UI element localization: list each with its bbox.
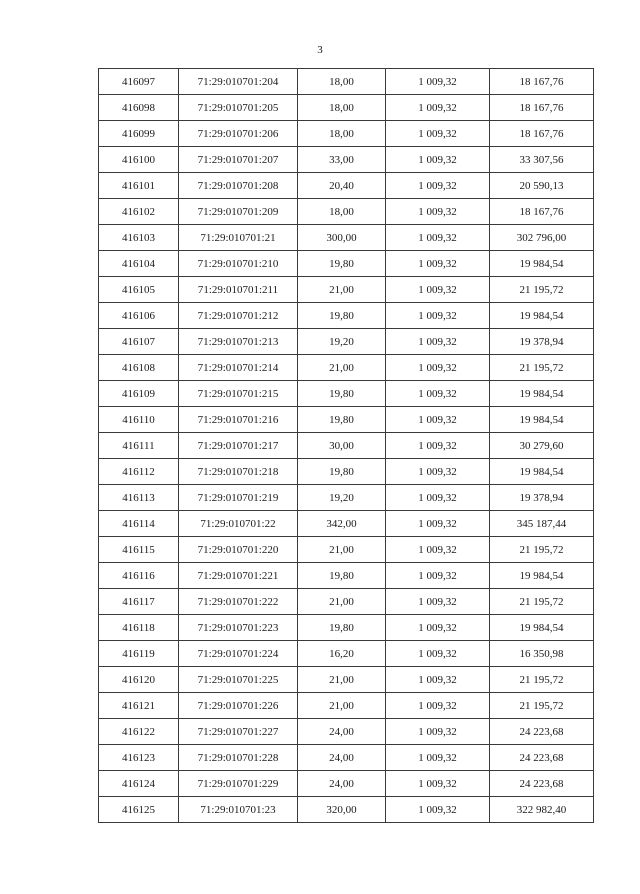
table-row (99, 69, 594, 95)
table-row (99, 355, 594, 381)
cadastral-number-cell: 71:29:010701:220 (179, 537, 298, 563)
total-value-cell: 19 984,54 (490, 251, 594, 277)
cadastral-number-cell: 71:29:010701:213 (179, 329, 298, 355)
rate-cell: 1 009,32 (386, 563, 490, 589)
area-cell: 20,40 (298, 173, 386, 199)
cadastral-number-cell: 71:29:010701:216 (179, 407, 298, 433)
record-id-cell: 416103 (99, 225, 179, 251)
rate-cell: 1 009,32 (386, 355, 490, 381)
record-id-cell: 416123 (99, 745, 179, 771)
record-id-cell: 416105 (99, 277, 179, 303)
record-id-cell: 416109 (99, 381, 179, 407)
area-cell: 24,00 (298, 745, 386, 771)
total-value-cell: 21 195,72 (490, 589, 594, 615)
cadastral-number-cell: 71:29:010701:223 (179, 615, 298, 641)
area-cell: 24,00 (298, 719, 386, 745)
table-row (99, 511, 594, 537)
rate-cell: 1 009,32 (386, 641, 490, 667)
area-cell: 21,00 (298, 537, 386, 563)
rate-cell: 1 009,32 (386, 693, 490, 719)
record-id-cell: 416099 (99, 121, 179, 147)
total-value-cell: 19 378,94 (490, 329, 594, 355)
total-value-cell: 21 195,72 (490, 693, 594, 719)
cadastral-number-cell: 71:29:010701:21 (179, 225, 298, 251)
rate-cell: 1 009,32 (386, 797, 490, 823)
rate-cell: 1 009,32 (386, 147, 490, 173)
cadastral-number-cell: 71:29:010701:226 (179, 693, 298, 719)
cadastral-number-cell: 71:29:010701:210 (179, 251, 298, 277)
record-id-cell: 416117 (99, 589, 179, 615)
cadastral-number-cell: 71:29:010701:229 (179, 771, 298, 797)
total-value-cell: 19 984,54 (490, 381, 594, 407)
cadastral-number-cell: 71:29:010701:204 (179, 69, 298, 95)
cadastral-number-cell: 71:29:010701:209 (179, 199, 298, 225)
table-row (99, 225, 594, 251)
cadastral-number-cell: 71:29:010701:225 (179, 667, 298, 693)
record-id-cell: 416115 (99, 537, 179, 563)
rate-cell: 1 009,32 (386, 225, 490, 251)
total-value-cell: 18 167,76 (490, 199, 594, 225)
cadastral-number-cell: 71:29:010701:214 (179, 355, 298, 381)
rate-cell: 1 009,32 (386, 589, 490, 615)
rate-cell: 1 009,32 (386, 485, 490, 511)
total-value-cell: 33 307,56 (490, 147, 594, 173)
cadastral-number-cell: 71:29:010701:228 (179, 745, 298, 771)
rate-cell: 1 009,32 (386, 719, 490, 745)
area-cell: 21,00 (298, 693, 386, 719)
cadastral-number-cell: 71:29:010701:22 (179, 511, 298, 537)
total-value-cell: 21 195,72 (490, 355, 594, 381)
record-id-cell: 416102 (99, 199, 179, 225)
cadastral-number-cell: 71:29:010701:227 (179, 719, 298, 745)
page-number: 3 (317, 44, 323, 56)
total-value-cell: 345 187,44 (490, 511, 594, 537)
area-cell: 19,80 (298, 303, 386, 329)
table-row (99, 147, 594, 173)
area-cell: 18,00 (298, 199, 386, 225)
record-id-cell: 416110 (99, 407, 179, 433)
total-value-cell: 302 796,00 (490, 225, 594, 251)
area-cell: 18,00 (298, 121, 386, 147)
table-row (99, 589, 594, 615)
table-row (99, 641, 594, 667)
table-row (99, 407, 594, 433)
table-row (99, 277, 594, 303)
rate-cell: 1 009,32 (386, 95, 490, 121)
total-value-cell: 19 984,54 (490, 459, 594, 485)
total-value-cell: 19 378,94 (490, 485, 594, 511)
area-cell: 21,00 (298, 355, 386, 381)
cadastral-number-cell: 71:29:010701:23 (179, 797, 298, 823)
table-row (99, 329, 594, 355)
cadastral-number-cell: 71:29:010701:215 (179, 381, 298, 407)
record-id-cell: 416111 (99, 433, 179, 459)
rate-cell: 1 009,32 (386, 251, 490, 277)
registry-table-body (99, 69, 594, 823)
total-value-cell: 19 984,54 (490, 303, 594, 329)
rate-cell: 1 009,32 (386, 537, 490, 563)
record-id-cell: 416097 (99, 69, 179, 95)
table-row (99, 433, 594, 459)
cadastral-number-cell: 71:29:010701:205 (179, 95, 298, 121)
table-row (99, 485, 594, 511)
table-row (99, 797, 594, 823)
area-cell: 21,00 (298, 667, 386, 693)
rate-cell: 1 009,32 (386, 381, 490, 407)
table-row (99, 719, 594, 745)
record-id-cell: 416120 (99, 667, 179, 693)
total-value-cell: 24 223,68 (490, 771, 594, 797)
total-value-cell: 18 167,76 (490, 95, 594, 121)
record-id-cell: 416104 (99, 251, 179, 277)
rate-cell: 1 009,32 (386, 303, 490, 329)
record-id-cell: 416125 (99, 797, 179, 823)
table-row (99, 173, 594, 199)
rate-cell: 1 009,32 (386, 459, 490, 485)
area-cell: 19,80 (298, 563, 386, 589)
table-row (99, 771, 594, 797)
cadastral-number-cell: 71:29:010701:224 (179, 641, 298, 667)
table-row (99, 251, 594, 277)
rate-cell: 1 009,32 (386, 615, 490, 641)
area-cell: 19,80 (298, 251, 386, 277)
area-cell: 19,20 (298, 329, 386, 355)
record-id-cell: 416122 (99, 719, 179, 745)
rate-cell: 1 009,32 (386, 511, 490, 537)
area-cell: 342,00 (298, 511, 386, 537)
total-value-cell: 24 223,68 (490, 745, 594, 771)
table-row (99, 121, 594, 147)
record-id-cell: 416101 (99, 173, 179, 199)
table-row (99, 615, 594, 641)
area-cell: 19,80 (298, 381, 386, 407)
total-value-cell: 19 984,54 (490, 563, 594, 589)
total-value-cell: 21 195,72 (490, 667, 594, 693)
cadastral-number-cell: 71:29:010701:217 (179, 433, 298, 459)
total-value-cell: 322 982,40 (490, 797, 594, 823)
table-row (99, 459, 594, 485)
record-id-cell: 416106 (99, 303, 179, 329)
area-cell: 300,00 (298, 225, 386, 251)
registry-table (98, 68, 594, 823)
table-row (99, 745, 594, 771)
record-id-cell: 416114 (99, 511, 179, 537)
area-cell: 21,00 (298, 589, 386, 615)
table-row (99, 199, 594, 225)
rate-cell: 1 009,32 (386, 407, 490, 433)
record-id-cell: 416124 (99, 771, 179, 797)
record-id-cell: 416121 (99, 693, 179, 719)
total-value-cell: 20 590,13 (490, 173, 594, 199)
area-cell: 30,00 (298, 433, 386, 459)
table-row (99, 563, 594, 589)
area-cell: 18,00 (298, 69, 386, 95)
rate-cell: 1 009,32 (386, 121, 490, 147)
rate-cell: 1 009,32 (386, 667, 490, 693)
record-id-cell: 416118 (99, 615, 179, 641)
rate-cell: 1 009,32 (386, 199, 490, 225)
total-value-cell: 21 195,72 (490, 277, 594, 303)
area-cell: 19,80 (298, 459, 386, 485)
cadastral-number-cell: 71:29:010701:206 (179, 121, 298, 147)
area-cell: 33,00 (298, 147, 386, 173)
record-id-cell: 416116 (99, 563, 179, 589)
table-row (99, 667, 594, 693)
rate-cell: 1 009,32 (386, 745, 490, 771)
cadastral-number-cell: 71:29:010701:218 (179, 459, 298, 485)
record-id-cell: 416107 (99, 329, 179, 355)
rate-cell: 1 009,32 (386, 433, 490, 459)
area-cell: 24,00 (298, 771, 386, 797)
total-value-cell: 18 167,76 (490, 121, 594, 147)
record-id-cell: 416100 (99, 147, 179, 173)
area-cell: 19,80 (298, 407, 386, 433)
record-id-cell: 416112 (99, 459, 179, 485)
cadastral-number-cell: 71:29:010701:207 (179, 147, 298, 173)
cadastral-number-cell: 71:29:010701:212 (179, 303, 298, 329)
area-cell: 18,00 (298, 95, 386, 121)
total-value-cell: 19 984,54 (490, 615, 594, 641)
area-cell: 19,80 (298, 615, 386, 641)
record-id-cell: 416119 (99, 641, 179, 667)
total-value-cell: 19 984,54 (490, 407, 594, 433)
cadastral-number-cell: 71:29:010701:208 (179, 173, 298, 199)
total-value-cell: 24 223,68 (490, 719, 594, 745)
cadastral-number-cell: 71:29:010701:221 (179, 563, 298, 589)
total-value-cell: 21 195,72 (490, 537, 594, 563)
area-cell: 19,20 (298, 485, 386, 511)
area-cell: 320,00 (298, 797, 386, 823)
record-id-cell: 416113 (99, 485, 179, 511)
rate-cell: 1 009,32 (386, 69, 490, 95)
table-row (99, 303, 594, 329)
cadastral-number-cell: 71:29:010701:222 (179, 589, 298, 615)
record-id-cell: 416098 (99, 95, 179, 121)
table-row (99, 381, 594, 407)
rate-cell: 1 009,32 (386, 329, 490, 355)
rate-cell: 1 009,32 (386, 173, 490, 199)
total-value-cell: 16 350,98 (490, 641, 594, 667)
record-id-cell: 416108 (99, 355, 179, 381)
rate-cell: 1 009,32 (386, 277, 490, 303)
cadastral-number-cell: 71:29:010701:211 (179, 277, 298, 303)
cadastral-number-cell: 71:29:010701:219 (179, 485, 298, 511)
total-value-cell: 18 167,76 (490, 69, 594, 95)
total-value-cell: 30 279,60 (490, 433, 594, 459)
area-cell: 16,20 (298, 641, 386, 667)
table-row (99, 537, 594, 563)
table-row (99, 693, 594, 719)
rate-cell: 1 009,32 (386, 771, 490, 797)
table-row (99, 95, 594, 121)
area-cell: 21,00 (298, 277, 386, 303)
